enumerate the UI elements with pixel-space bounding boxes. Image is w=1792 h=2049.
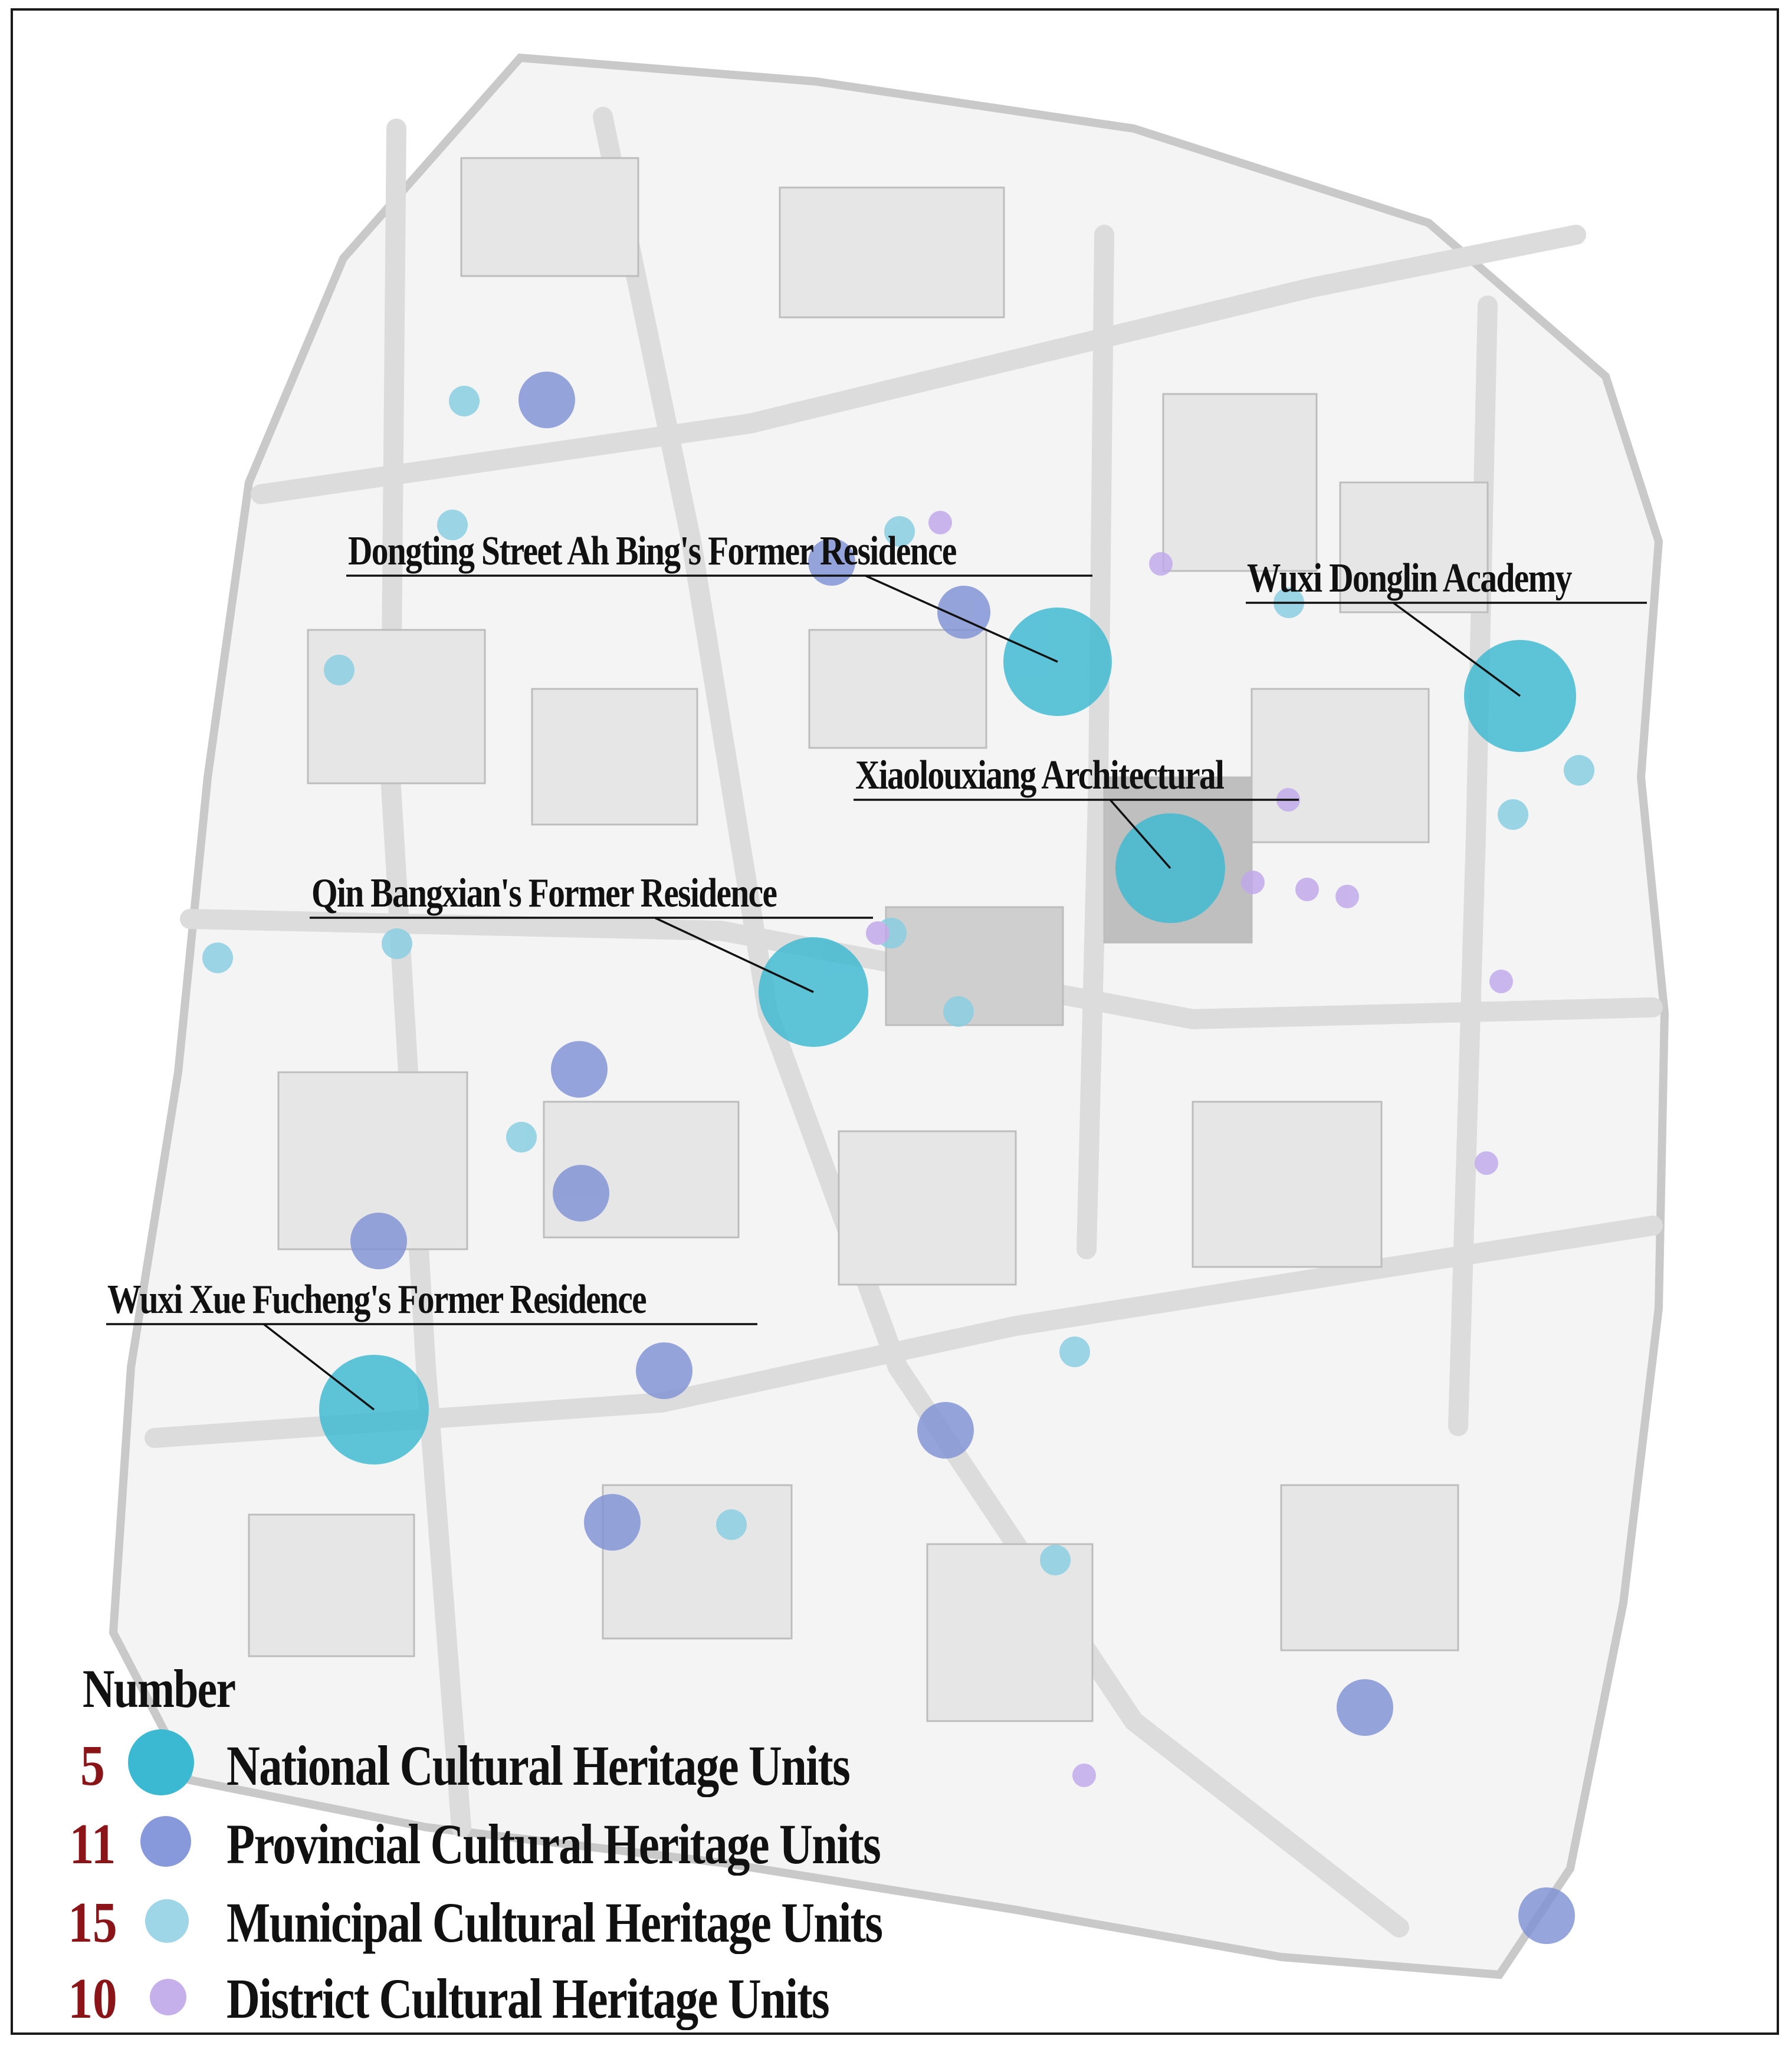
legend-count: 10 (68, 1967, 117, 2031)
marker-district (1072, 1764, 1096, 1787)
callout-label-xue: Wuxi Xue Fucheng's Former Residence (107, 1277, 646, 1322)
callout-label-donglin: Wuxi Donglin Academy (1247, 556, 1571, 601)
marker-district (1149, 552, 1173, 576)
legend-label: Municipal Cultural Heritage Units (227, 1891, 882, 1954)
legend-count: 15 (68, 1891, 117, 1955)
legend-label: District Cultural Heritage Units (227, 1967, 829, 2030)
legend-label: Provincial Cultural Heritage Units (227, 1812, 881, 1876)
marker-district (1335, 885, 1359, 908)
marker-provincial (1518, 1887, 1575, 1944)
legend-row-national (13, 1728, 957, 1799)
marker-provincial (551, 1041, 608, 1098)
legend-row-provincial (13, 1807, 957, 1877)
marker-provincial (350, 1213, 407, 1269)
legend-count: 5 (80, 1734, 105, 1798)
marker-district (1475, 1151, 1498, 1175)
marker-municipal (1498, 799, 1528, 830)
marker-municipal (506, 1122, 537, 1152)
marker-municipal (1040, 1545, 1071, 1575)
marker-municipal (324, 655, 355, 685)
marker-provincial (1337, 1679, 1393, 1736)
legend-title: Number (83, 1659, 235, 1719)
legend-swatch-provincial (140, 1816, 191, 1867)
marker-provincial (518, 372, 575, 428)
marker-provincial (584, 1494, 641, 1551)
marker-district (1295, 878, 1319, 901)
marker-municipal (943, 996, 974, 1027)
callout-label-qin: Qin Bangxian's Former Residence (311, 871, 777, 916)
marker-municipal (449, 386, 480, 416)
callout-label-dongting: Dongting Street Ah Bing's Former Residence (348, 528, 956, 574)
marker-district (1241, 871, 1265, 894)
legend-row-district (13, 1961, 957, 2032)
marker-district (866, 921, 890, 945)
marker-provincial (636, 1342, 692, 1399)
callout-label-xiaolouxiang: Xiaolouxiang Architectural (855, 753, 1224, 798)
marker-municipal (716, 1509, 747, 1540)
marker-municipal (202, 943, 233, 973)
map-frame (11, 8, 1779, 2035)
marker-municipal (382, 928, 412, 959)
legend-count: 11 (69, 1812, 116, 1876)
marker-provincial (553, 1165, 609, 1221)
legend-row-municipal (13, 1885, 957, 1956)
legend-swatch-district (150, 1979, 186, 2015)
marker-provincial (917, 1402, 974, 1459)
legend-swatch-national (128, 1729, 194, 1795)
marker-municipal (1564, 755, 1594, 786)
legend-swatch-municipal (145, 1899, 189, 1943)
legend-label: National Cultural Heritage Units (227, 1734, 850, 1797)
marker-municipal (1059, 1337, 1090, 1367)
marker-district (1489, 970, 1513, 993)
